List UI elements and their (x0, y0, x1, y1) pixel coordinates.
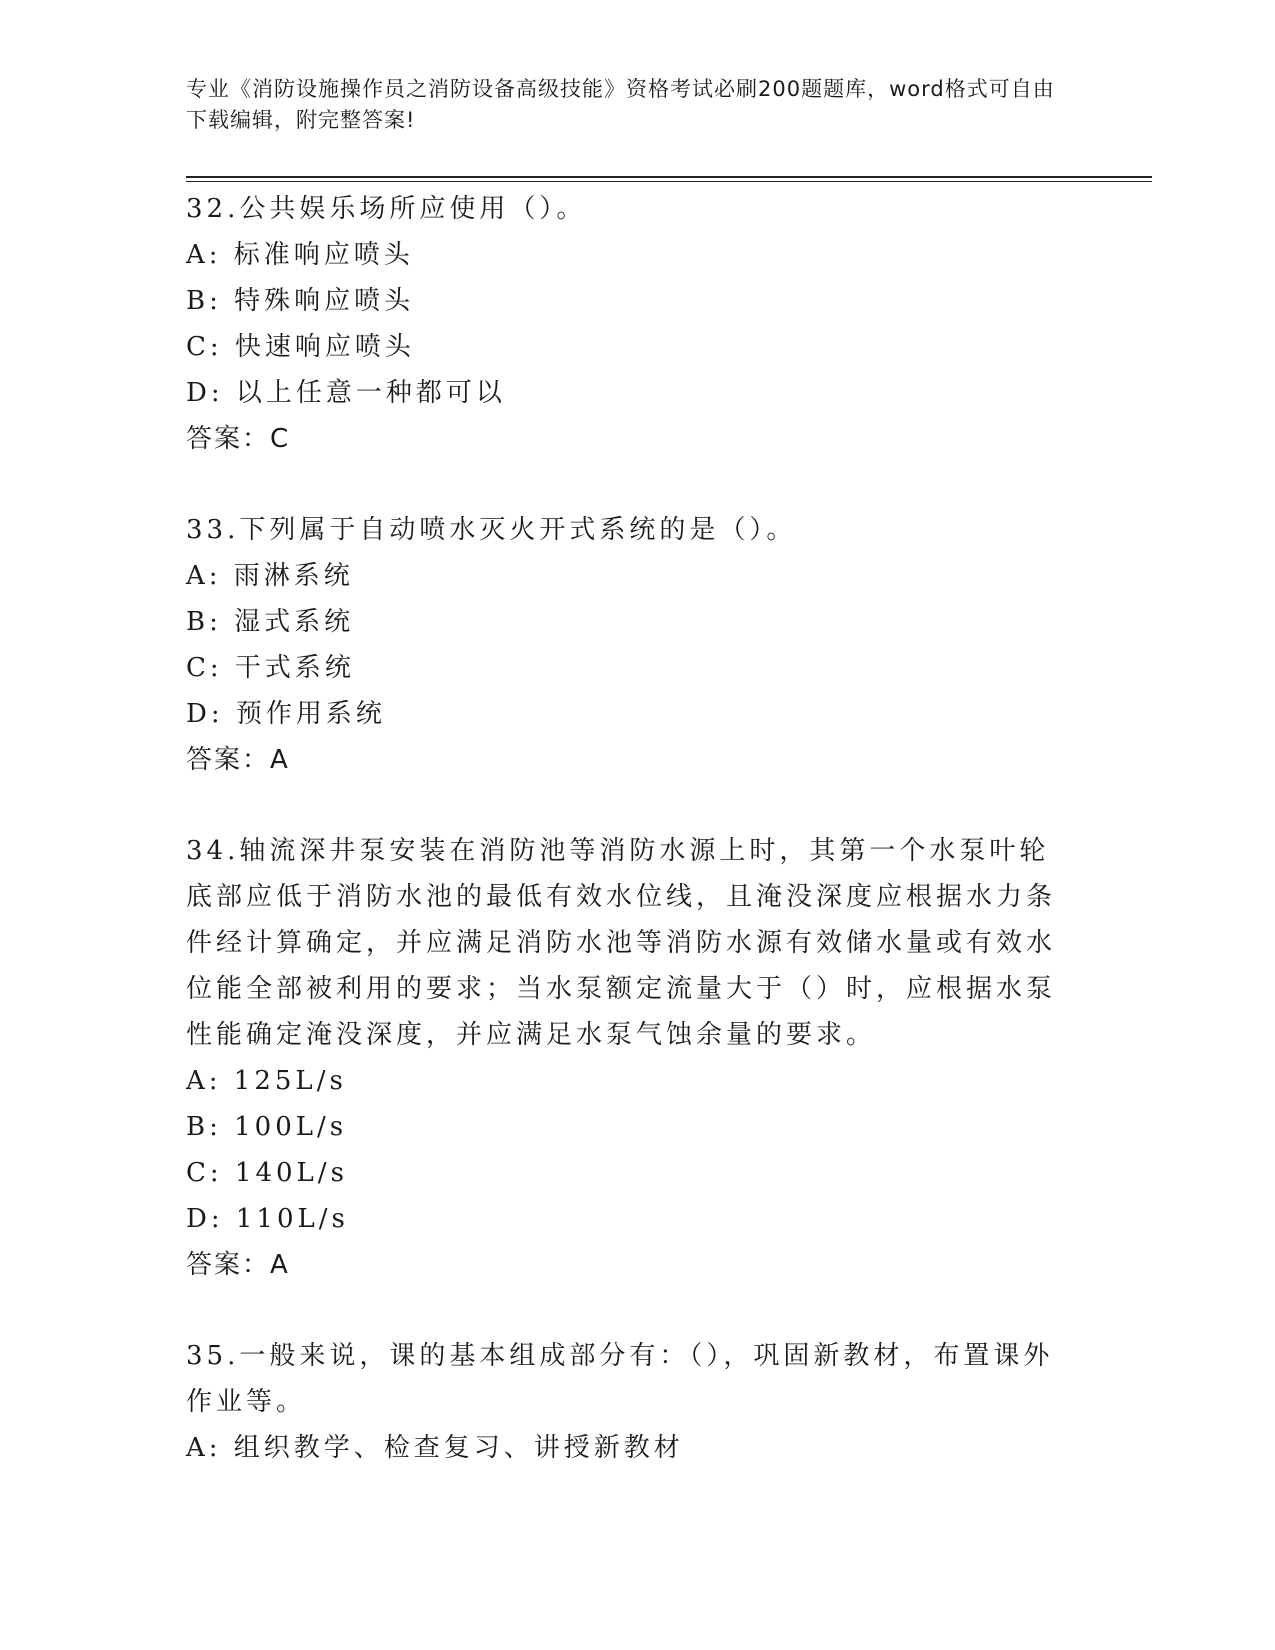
option-c: C: 140L/s (186, 1158, 348, 1188)
question-list (186, 186, 1086, 1516)
option-b: B: 特殊响应喷头 (186, 286, 415, 316)
header-divider-thin (186, 181, 1152, 182)
question-32 (186, 186, 1086, 462)
question-stem: 35.一般来说，课的基本组成部分有：（），巩固新教材，布置课外作业等。 (186, 1341, 1054, 1417)
option-c: C: 快速响应喷头 (186, 332, 415, 362)
option-d: D: 预作用系统 (186, 699, 386, 729)
option-b: B: 100L/s (186, 1112, 348, 1142)
question-33 (186, 507, 1086, 783)
option-b: B: 湿式系统 (186, 607, 355, 637)
answer: 答案：C (186, 424, 291, 454)
document-header: 专业《消防设施操作员之消防设备高级技能》资格考试必刷200题题库，word格式可自由下载编辑，附完整答案! (186, 77, 1055, 132)
option-a: A: 雨淋系统 (186, 561, 354, 591)
answer: 答案：A (186, 1250, 290, 1280)
option-d: D: 110L/s (186, 1204, 349, 1234)
option-a: A: 标准响应喷头 (186, 240, 414, 270)
option-d: D: 以上任意一种都可以 (186, 378, 506, 408)
option-a: A: 125L/s (186, 1066, 347, 1096)
question-stem: 32.公共娱乐场所应使用（）。 (186, 194, 587, 224)
option-a: A: 组织教学、检查复习、讲授新教材 (186, 1433, 684, 1463)
question-35 (186, 1333, 1086, 1471)
option-c: C: 干式系统 (186, 653, 355, 683)
question-stem: 33.下列属于自动喷水灭火开式系统的是（）。 (186, 515, 797, 545)
header-divider (186, 176, 1152, 178)
question-34 (186, 828, 1086, 1288)
question-stem: 34.轴流深井泵安装在消防池等消防水源上时，其第一个水泵叶轮底部应低于消防水池的最低有效水位线，且淹没深度应根据水力条件经计算确定，并应满足消防水池等消防水源有效储水量或有效水位能全部被利用的要求；当水泵额定流量大于（）时，应根据水泵性能确定淹没深度，并应满足水泵气蚀余量的要求。 (186, 836, 1057, 1050)
answer: 答案：A (186, 745, 290, 775)
